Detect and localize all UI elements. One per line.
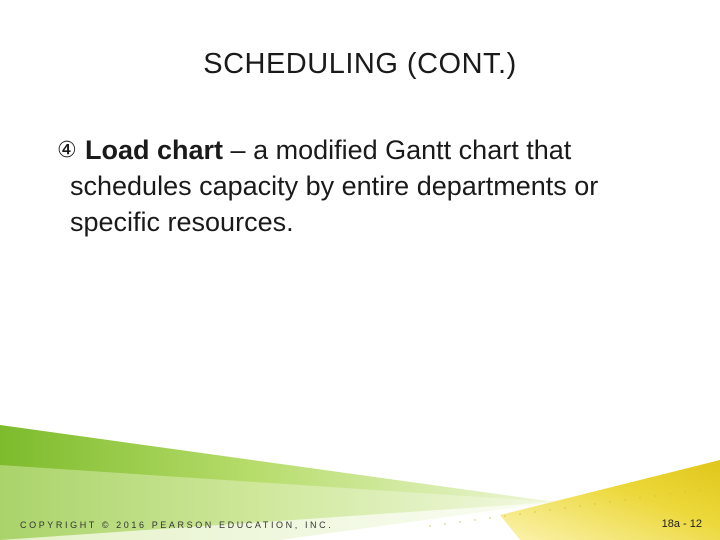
- slide-number: 18a - 12: [661, 518, 702, 530]
- bullet-item: [57, 132, 687, 240]
- slide-body: [57, 132, 687, 240]
- copyright-notice: COPYRIGHT © 2016 PEARSON EDUCATION, INC.: [20, 520, 334, 530]
- bullet-text: a modified Gantt chart that schedules capacity by entire departments or specific resources.: [70, 135, 599, 237]
- bullet-separator: –: [223, 135, 254, 165]
- bullet-term: Load chart: [85, 135, 224, 165]
- slide-title: SCHEDULING (CONT.): [203, 48, 517, 80]
- circled-number-four-icon: ④: [57, 137, 77, 162]
